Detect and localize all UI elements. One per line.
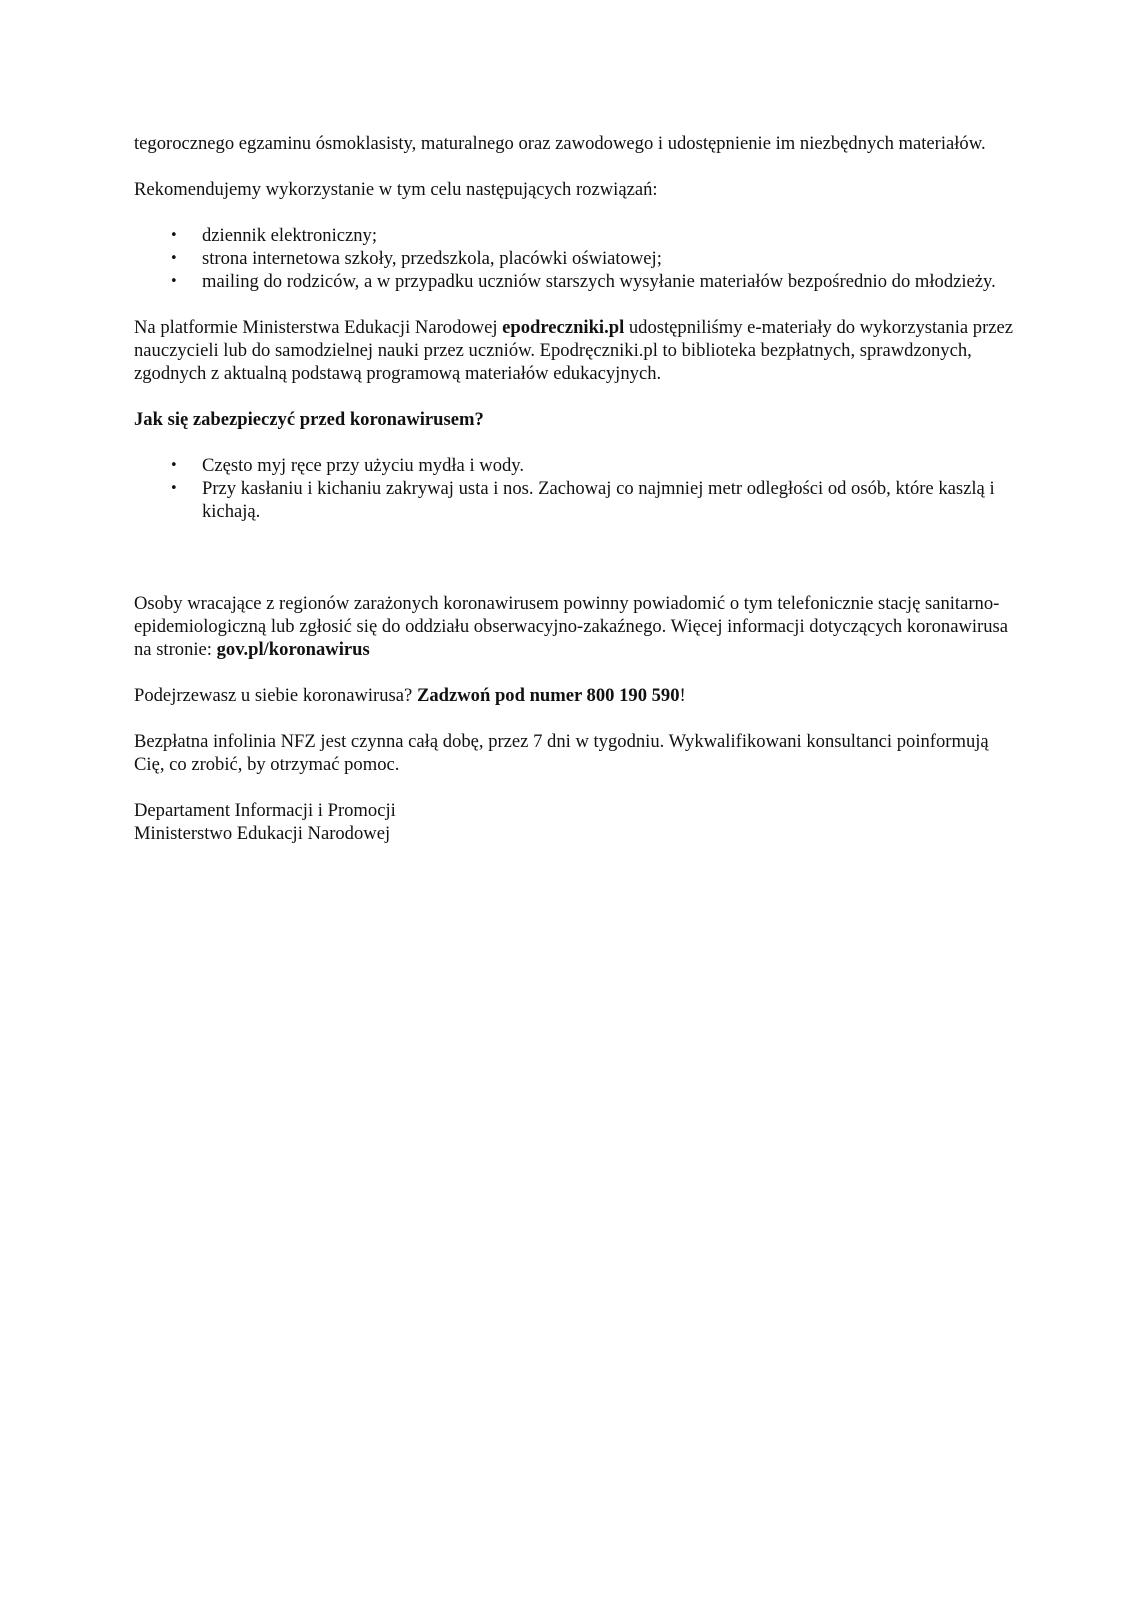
platform-text-after: udostępniliśmy e-materiały do wykorzystania przez nauczycieli lub do samodzielnej nauki przez uczniów. Epodręczniki.pl to biblioteka bezpłatnych, sprawdzonych, zgodnych z aktualną podstawą programową materiałów edukacyjnych. <box>134 317 1014 384</box>
document-page <box>134 132 1014 845</box>
returning-text: Osoby wracające z regionów zarażonych koronawirusem powinny powiadomić o tym telefonicznie stację sanitarno-epidemiologiczną lub zgłosić się do oddziału obserwacyjno-zakaźnego. Więcej informacji dotyczących koronawirusa na stronie: <box>134 593 1009 660</box>
hotline-number: Zadzwoń pod numer 800 190 590 <box>416 685 680 706</box>
bullet-icon: • <box>170 251 178 266</box>
list-item-text: mailing do rodziców, a w przypadku uczniów starszych wysyłanie materiałów bezpośrednio do młodzieży. <box>202 271 996 292</box>
bullet-icon: • <box>170 458 178 473</box>
platform-paragraph <box>134 316 1014 385</box>
intro-paragraph: tegorocznego egzaminu ósmoklasisty, maturalnego oraz zawodowego i udostępnienie im niezbędnych materiałów. <box>134 133 986 154</box>
protect-heading-text: Jak się zabezpieczyć przed koronawirusem? <box>134 409 484 430</box>
suspect-exclamation: ! <box>679 685 686 706</box>
signature <box>134 799 1014 845</box>
list-item <box>134 224 1014 247</box>
list-item-text: Często myj ręce przy użyciu mydła i wody. <box>202 455 525 476</box>
list-item <box>134 477 1014 523</box>
list-item <box>134 454 1014 477</box>
bullet-icon: • <box>170 274 178 289</box>
recommend-paragraph: Rekomendujemy wykorzystanie w tym celu następujących rozwiązań: <box>134 179 658 200</box>
suspect-paragraph <box>134 684 1014 707</box>
signature-department: Departament Informacji i Promocji <box>134 800 396 821</box>
protect-heading <box>134 408 1014 431</box>
bullet-icon: • <box>170 481 178 496</box>
list-item-text: strona internetowa szkoły, przedszkola, placówki oświatowej; <box>202 248 662 269</box>
list-item-text: dziennik elektroniczny; <box>202 225 378 246</box>
list-item <box>134 270 1014 293</box>
list-item <box>134 247 1014 270</box>
bullet-icon: • <box>170 228 178 243</box>
epodreczniki-link[interactable]: epodreczniki.pl <box>502 317 625 338</box>
platform-text-before: Na platformie Ministerstwa Edukacji Narodowej <box>134 317 503 338</box>
suspect-text: Podejrzewasz u siebie koronawirusa? <box>134 685 417 706</box>
hotline-paragraph: Bezpłatna infolinia NFZ jest czynna całą dobę, przez 7 dni w tygodniu. Wykwalifikowani konsultanci poinformują Cię, co zrobić, by otrzymać pomoc. <box>134 731 989 775</box>
koronawirus-link[interactable]: gov.pl/koronawirus <box>216 639 370 660</box>
signature-ministry: Ministerstwo Edukacji Narodowej <box>134 823 391 844</box>
protect-list <box>134 454 1014 523</box>
returning-paragraph <box>134 592 1014 661</box>
list-item-text: Przy kasłaniu i kichaniu zakrywaj usta i nos. Zachowaj co najmniej metr odległości od osób, które kaszlą i kichają. <box>202 478 995 522</box>
solutions-list <box>134 224 1014 293</box>
